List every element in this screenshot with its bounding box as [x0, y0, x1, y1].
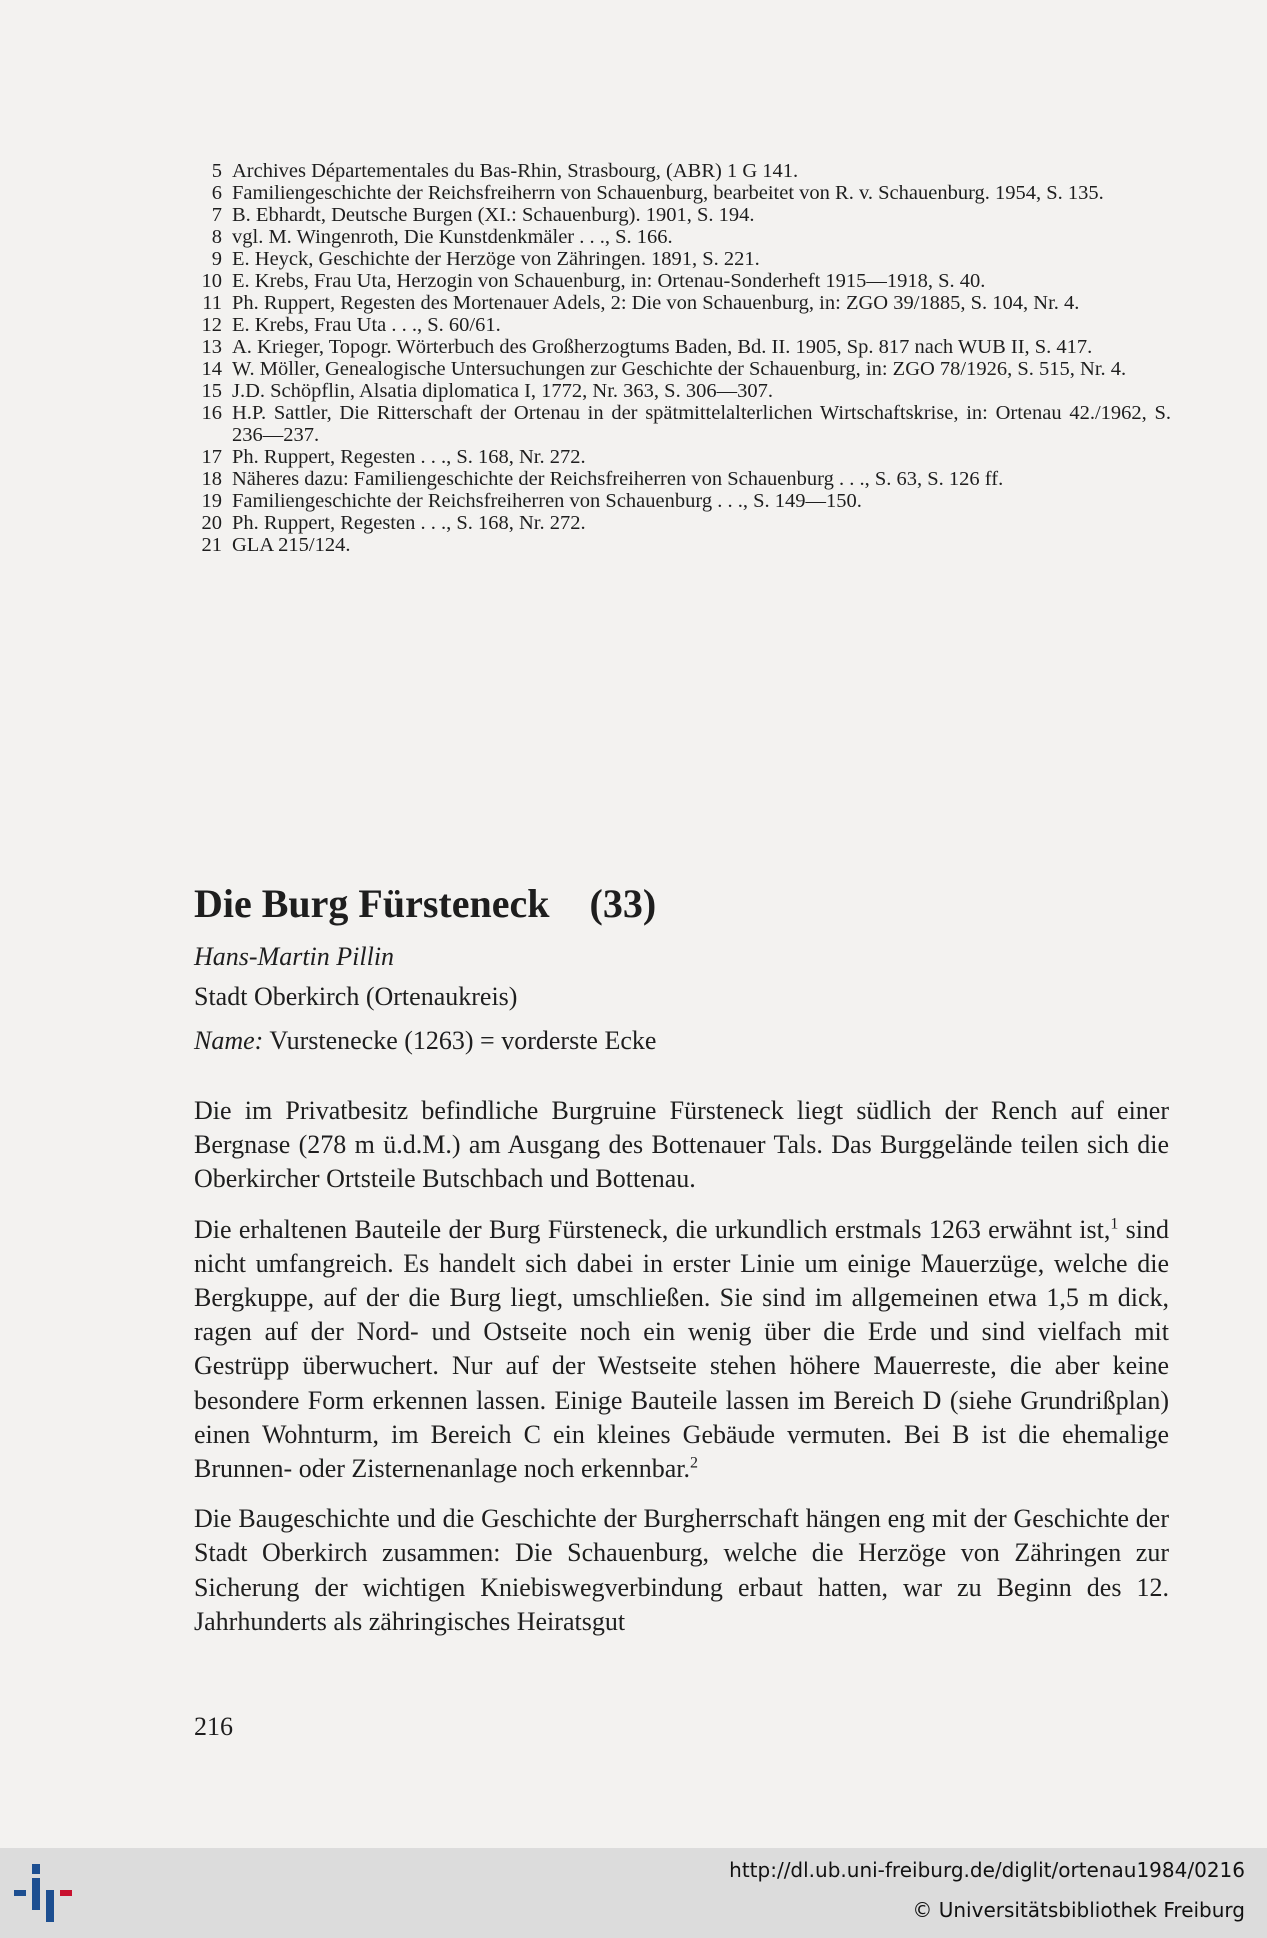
name-line: [194, 1024, 656, 1058]
footnote-text: W. Möller, Genealogische Untersuchungen zur Geschichte der Schauenburg, in: ZGO 78/1926, S. 515, Nr. 4.: [232, 358, 1127, 380]
footnote: [194, 380, 1171, 402]
footnote-number: 13: [201, 336, 222, 358]
footnote-text: Familiengeschichte der Reichsfreiherrn von Schauenburg, bearbeitet von R. v. Schauenburg. 1954, S. 135.: [232, 182, 1104, 204]
paragraph-text: Die erhaltenen Bauteile der Burg Fürsteneck, die urkundlich erstmals 1263 erwähnt ist,: [194, 1214, 1111, 1244]
source-url[interactable]: http://dl.ub.uni-freiburg.de/diglit/ortenau1984/0216: [729, 1858, 1245, 1882]
footnote-text: J.D. Schöpflin, Alsatia diplomatica I, 1772, Nr. 363, S. 306—307.: [232, 380, 773, 402]
footnote: [194, 292, 1171, 314]
footnote-number: 12: [201, 314, 222, 336]
footnote-text: Archives Départementales du Bas-Rhin, Strasbourg, (ABR) 1 G 141.: [232, 160, 799, 182]
footnote: [194, 402, 1171, 446]
footnote: [194, 358, 1171, 380]
footnote-number: 9: [211, 248, 222, 270]
footnote-text: E. Krebs, Frau Uta . . ., S. 60/61.: [232, 314, 501, 336]
footnote: [194, 226, 1171, 248]
footnote-number: 21: [201, 534, 222, 556]
footnote: [194, 204, 1171, 226]
footnote: [194, 182, 1171, 204]
footnote-number: 16: [201, 402, 222, 424]
name-label: Name:: [194, 1026, 264, 1055]
footnote-number: 17: [201, 446, 222, 468]
viewer-footer: [0, 1848, 1267, 1938]
footnote-number: 19: [201, 490, 222, 512]
footnote-text: vgl. M. Wingenroth, Die Kunstdenkmäler . . ., S. 166.: [232, 226, 673, 248]
footnote-text: Ph. Ruppert, Regesten des Mortenauer Adels, 2: Die von Schauenburg, in: ZGO 39/1885, S. 104, Nr. 4.: [232, 292, 1080, 314]
footnote: [194, 314, 1171, 336]
paragraph: Die Baugeschichte und die Geschichte der Burgherrschaft hängen eng mit der Geschichte der Stadt Oberkirch zusammen: Die Schauenburg, welche die Herzöge von Zähringen zur Sicherung der wichtigen Kniebiswegverbindung erbaut hatten, war zu Beginn des 12. Jahrhunderts als zähringisches Heiratsgut: [194, 1504, 1169, 1636]
footnote-number: 7: [211, 204, 222, 226]
footnote-number: 5: [211, 160, 222, 182]
article-place: Stadt Oberkirch (Ortenaukreis): [194, 982, 518, 1011]
paragraph: Die im Privatbesitz befindliche Burgruine Fürsteneck liegt südlich der Rench auf einer Bergnase (278 m ü.d.M.) am Ausgang des Bottenauer Tals. Das Burggelände teilen sich die Oberkircher Ortsteile Butschbach und Bottenau.: [194, 1096, 1169, 1194]
footnote: [194, 512, 1171, 534]
footnote-number: 15: [201, 380, 222, 402]
footnote: [194, 446, 1171, 468]
footnote-ref: 2: [689, 1454, 698, 1472]
footnote: [194, 534, 1171, 556]
footnote-number: 11: [202, 292, 222, 314]
footnote-text: B. Ebhardt, Deutsche Burgen (XI.: Schauenburg). 1901, S. 194.: [232, 204, 755, 226]
footnote: [194, 160, 1171, 182]
article-author: Hans-Martin Pillin: [194, 942, 395, 971]
article-title-text: Die Burg Fürsteneck: [194, 881, 550, 926]
footnote-text: A. Krieger, Topogr. Wörterbuch des Großherzogtums Baden, Bd. II. 1905, Sp. 817 nach WUB II, S. 417.: [232, 336, 1093, 358]
footnote: [194, 248, 1171, 270]
footnote-text: Näheres dazu: Familiengeschichte der Reichsfreiherren von Schauenburg . . ., S. 63, S. 126 ff.: [232, 468, 1004, 490]
footnote-number: 14: [201, 358, 222, 380]
footnote-number: 8: [211, 226, 222, 248]
footnote-number: 10: [201, 270, 222, 292]
article-number: (33): [589, 881, 657, 926]
footnote: [194, 270, 1171, 292]
article-title: [194, 880, 656, 928]
footnote: [194, 336, 1171, 358]
name-value: Vurstenecke (1263) = vorderste Ecke: [269, 1026, 657, 1055]
article-body: [194, 1094, 1169, 1655]
footnotes: [194, 160, 1171, 556]
paragraph: [194, 1213, 1169, 1487]
footnote-text: Ph. Ruppert, Regesten . . ., S. 168, Nr. 272.: [232, 512, 586, 534]
footnote: [194, 468, 1171, 490]
ub-freiburg-logo-icon: [14, 1864, 84, 1922]
page-number: 216: [194, 1712, 233, 1741]
footnote-number: 20: [201, 512, 222, 534]
footnote-text: E. Krebs, Frau Uta, Herzogin von Schauenburg, in: Ortenau-Sonderheft 1915—1918, S. 40.: [232, 270, 986, 292]
footnote-text: H.P. Sattler, Die Ritterschaft der Ortenau in der spätmittelalterlichen Wirtschaftskrise, in: Ortenau 42./1962, S. 236—237.: [232, 402, 1171, 446]
footnote: [194, 490, 1171, 512]
footnote-text: Ph. Ruppert, Regesten . . ., S. 168, Nr. 272.: [232, 446, 586, 468]
footnote-text: E. Heyck, Geschichte der Herzöge von Zähringen. 1891, S. 221.: [232, 248, 760, 270]
footnote-number: 18: [201, 468, 222, 490]
paragraph-text: sind nicht umfangreich. Es handelt sich dabei in erster Linie um einige Mauerzüge, welche die Bergkuppe, auf der die Burg liegt, umschließen. Sie sind im allgemeinen etwa 1,5 m dick, ragen auf der Nord- und Ostseite noch ein wenig über die Erde und sind vielfach mit Gestrüpp überwuchert. Nur auf der Westseite stehen höhere Mauerreste, die aber keine besondere Form erkennen lassen. Einige Bauteile lassen im Bereich D (siehe Grundrißplan) einen Wohnturm, im Bereich C ein kleines Gebäude vermuten. Bei B ist die ehemalige Brunnen- oder Zisternenanlage noch erkennbar.: [194, 1214, 1170, 1484]
footnote-number: 6: [211, 182, 222, 204]
footnote-text: Familiengeschichte der Reichsfreiherren von Schauenburg . . ., S. 149—150.: [232, 490, 862, 512]
copyright-notice: © Universitätsbibliothek Freiburg: [912, 1898, 1245, 1922]
footnote-text: GLA 215/124.: [232, 534, 351, 556]
footnote-ref: 1: [1110, 1214, 1119, 1232]
